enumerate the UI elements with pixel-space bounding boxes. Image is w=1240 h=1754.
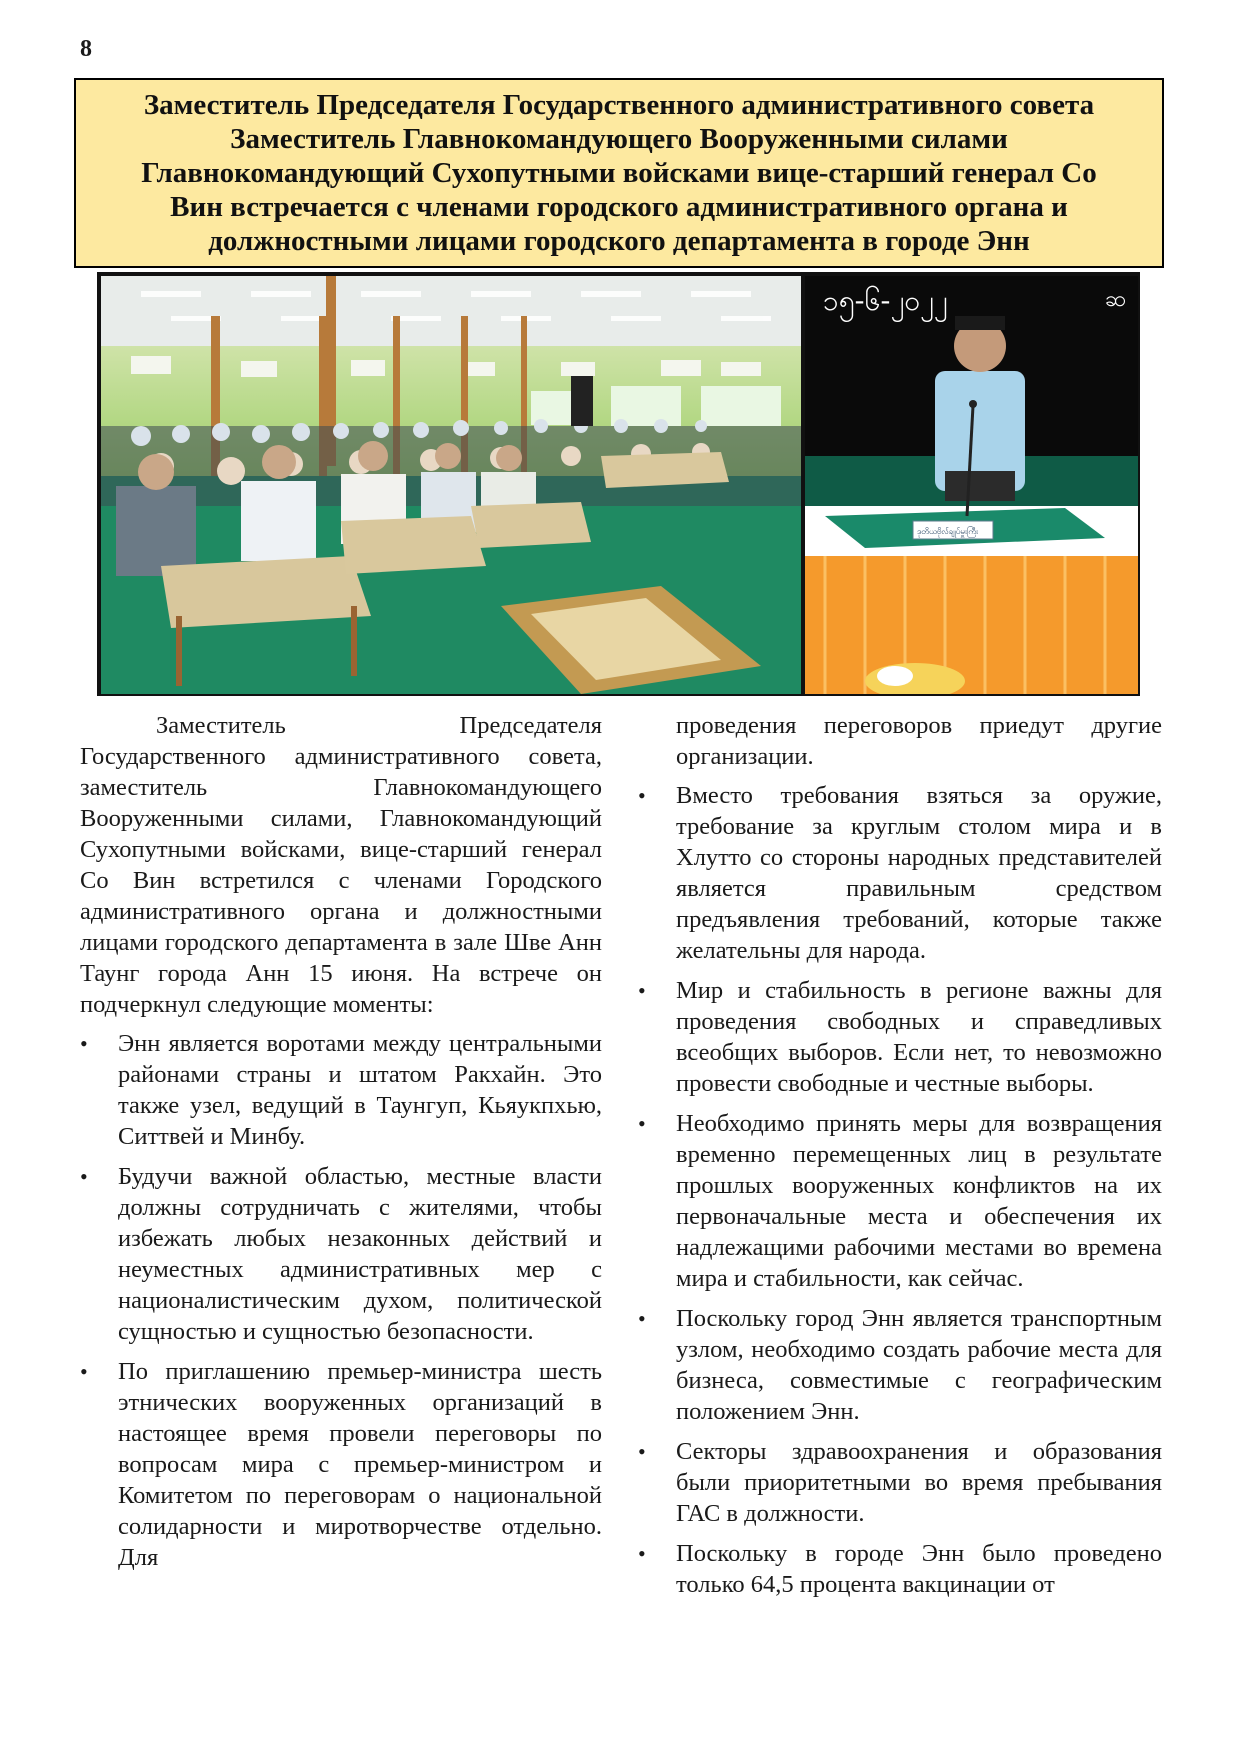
photo-collage xyxy=(97,272,1140,696)
list-item: • Мир и стабильность в регионе важны для проведения свободных и справедливых всеобщих выборов. Если нет, то невозможно провести свободные и честные выборы. xyxy=(638,975,1162,1099)
bullet-list-left xyxy=(80,1028,602,1573)
name-plate-text: ဒုတိယဗိုလ်ချုပ်မှူးကြီး xyxy=(917,527,979,536)
bullet-continuation: проведения переговоров приедут другие организации. xyxy=(676,712,1162,770)
headline-line: должностными лицами городского департамента в городе Энн xyxy=(208,225,1030,257)
photo-date-stamp: ၁၅-၆-၂၀၂၂ xyxy=(823,284,948,317)
bullet-list-right xyxy=(638,780,1162,1600)
list-item: • По приглашению премьер-министра шесть этнических вооруженных организаций в настоящее время провели переговоры по вопросам мира с премьер-министром и Комитетом по переговорам о национальной солидарности и миротворчестве отдельно. Для xyxy=(80,1356,602,1573)
list-item: • Будучи важной областью, местные власти должны сотрудничать с жителями, чтобы избежать любых незаконных действий и неуместных административных мер с националистическим духом, политической сущностью и сущностью безопасности. xyxy=(80,1161,602,1347)
headline-line: Вин встречается с членами городского административного органа и xyxy=(170,191,1068,223)
list-item: • Вместо требования взяться за оружие, требование за круглым столом мира и в Хлутто со стороны народных представителей является правильным средством предъявления требований, которые также желательны для народа. xyxy=(638,780,1162,966)
article-intro: Заместитель Председателя Государственного административного совета, заместитель Главнокомандующего Вооруженными силами, Главнокомандующий Сухопутными войсками, вице-старший генерал Со Вин встретился с членами Городского административного органа и должностными лицами городского департамента в зале Шве Анн Таунг города Анн 15 июня. На встрече он подчеркнул следующие моменты: xyxy=(80,712,602,1018)
audience-photo xyxy=(101,276,801,694)
list-item: • Секторы здравоохранения и образования были приоритетными во время пребывания ГАС в должности. xyxy=(638,1436,1162,1529)
list-item: • Необходимо принять меры для возвращения временно перемещенных лиц в результате прошлых вооруженных конфликтов на их первоначальные места и обеспечения их надлежащими рабочими местами во времена мира и стабильности, как сейчас. xyxy=(638,1108,1162,1294)
photo-corner-text: ဆ xyxy=(1105,287,1127,312)
article-column-left xyxy=(80,710,602,1582)
headline-box xyxy=(74,78,1164,268)
page-number: 8 xyxy=(80,36,92,62)
list-item: • Поскольку город Энн является транспортным узлом, необходимо создать рабочие места для бизнеса, совместимые с географическим положением Энн. xyxy=(638,1303,1162,1427)
list-item: • Поскольку в городе Энн было проведено только 64,5 процента вакцинации от xyxy=(638,1538,1162,1600)
list-item: • Энн является воротами между центральными районами страны и штатом Ракхайн. Это также узел, ведущий в Таунгуп, Кьяукпхью, Ситтвей и Минбу. xyxy=(80,1028,602,1152)
headline xyxy=(141,88,1096,258)
headline-line: Главнокомандующий Сухопутными войсками вице-старший генерал Со xyxy=(141,157,1097,189)
headline-line: Заместитель Главнокомандующего Вооруженными силами xyxy=(230,123,1008,155)
article-column-right xyxy=(638,710,1162,1609)
headline-line: Заместитель Председателя Государственного административного совета xyxy=(143,89,1095,121)
speaker-photo xyxy=(805,276,1138,694)
